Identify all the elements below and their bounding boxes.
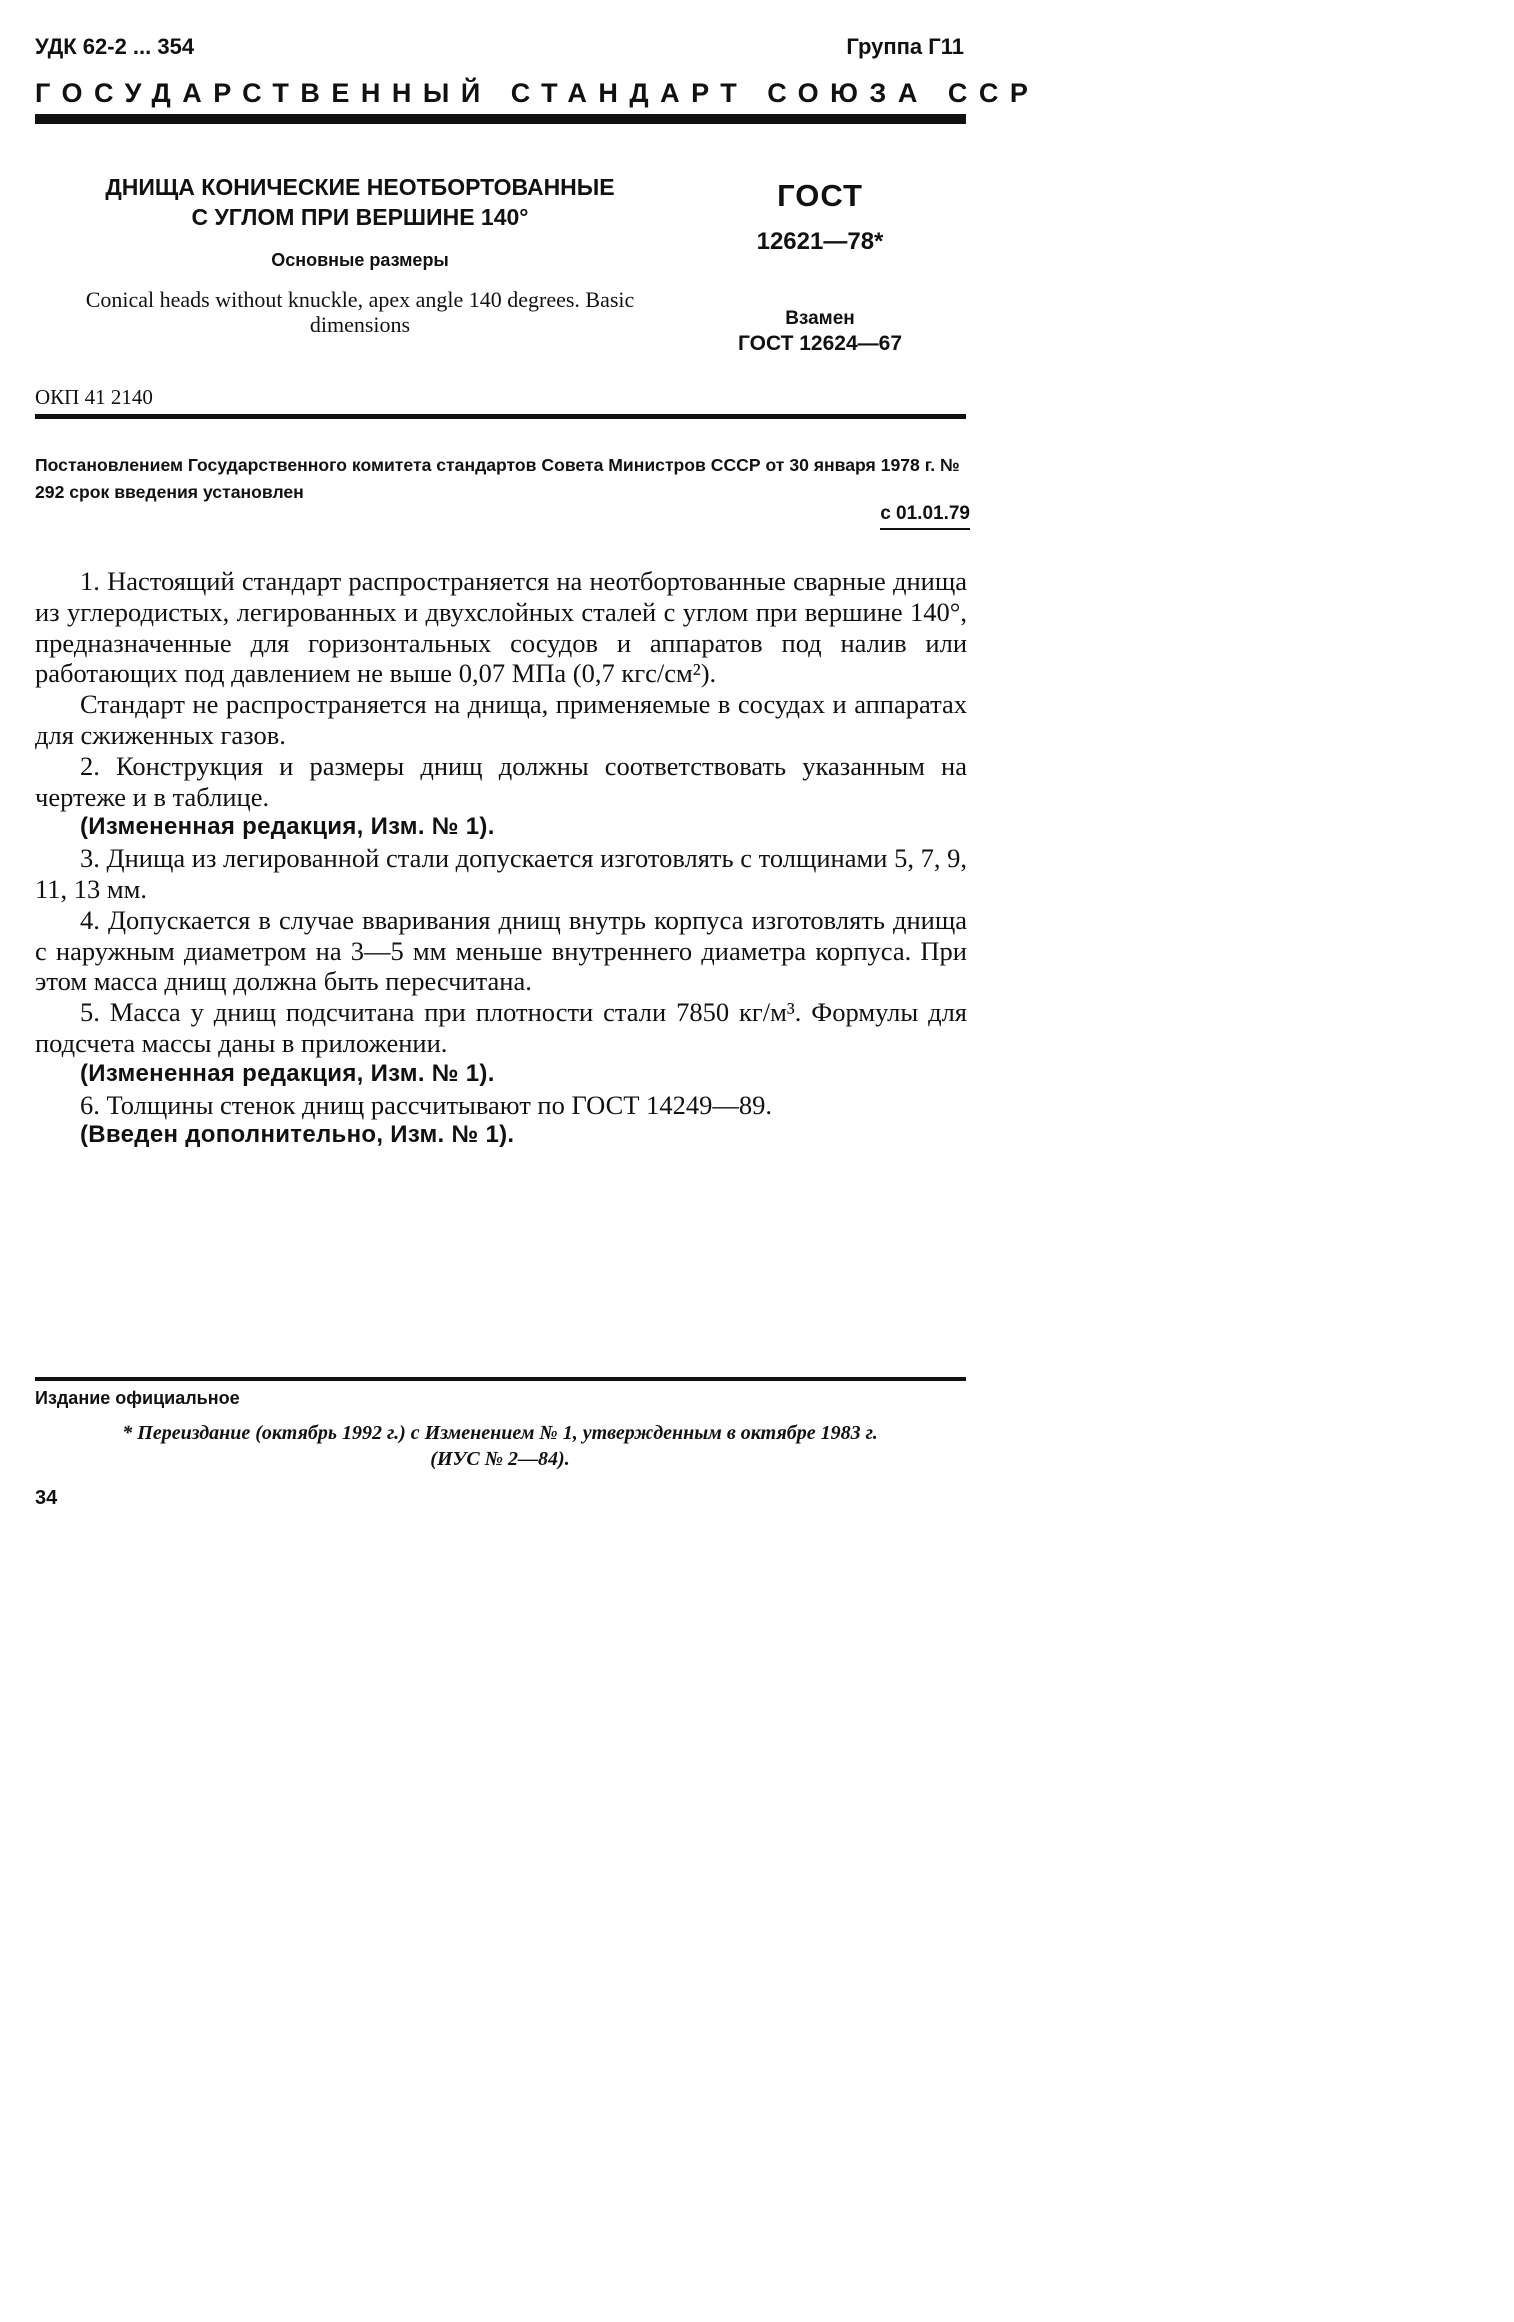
gost-number: 12621—78* xyxy=(756,228,884,255)
title-line-1: ДНИЩА КОНИЧЕСКИЕ НЕОТБОРТОВАННЫЕ xyxy=(105,174,615,200)
standard-banner: ГОСУДАРСТВЕННЫЙ СТАНДАРТ СОЮЗА ССР xyxy=(35,78,1040,108)
title-block xyxy=(40,172,680,337)
english-title: Conical heads without knuckle, apex angle 140 degrees. Basic dimensions xyxy=(85,287,635,337)
gost-block xyxy=(700,178,940,356)
reissue-note: * Переиздание (октябрь 1992 г.) с Изменением № 1, утвержденным в октябре 1983 г. (ИУС № 2—84). xyxy=(122,1422,878,1470)
replace-label: Взамен xyxy=(785,308,855,329)
subtitle: Основные размеры xyxy=(271,250,449,270)
decree-date: с 01.01.79 xyxy=(880,503,970,530)
paragraph-3: 3. Днища из легированной стали допускается изготовлять с толщинами 5, 7, 9, 11, 13 мм. xyxy=(35,843,967,904)
paragraph-1b: Стандарт не распространяется на днища, применяемые в сосудах и аппаратах для сжиженных газов. xyxy=(35,689,967,750)
paragraph-6: 6. Толщины стенок днищ рассчитывают по ГОСТ 14249—89. xyxy=(80,1089,772,1120)
note-6: (Введен дополнительно, Изм. № 1). xyxy=(80,1121,515,1149)
page-number: 34 xyxy=(35,1487,58,1509)
top-rule xyxy=(35,114,966,124)
bottom-rule xyxy=(35,1377,966,1381)
paragraph-5: 5. Масса у днищ подсчитана при плотности стали 7850 кг/м³. Формулы для подсчета массы даны в приложении. xyxy=(35,997,967,1058)
title-line-2: С УГЛОМ ПРИ ВЕРШИНЕ 140° xyxy=(191,204,529,230)
group-code: Группа Г11 xyxy=(846,34,964,59)
middle-rule xyxy=(35,414,966,419)
decree-text: Постановлением Государственного комитета стандартов Совета Министров СССР от 30 января 1978 г. № 292 срок введения установлен xyxy=(35,455,960,502)
note-5: (Измененная редакция, Изм. № 1). xyxy=(80,1059,495,1087)
gost-label: ГОСТ xyxy=(777,178,863,213)
paragraph-1: 1. Настоящий стандарт распространяется на неотбортованные сварные днища из углеродистых, легированных и двухслойных сталей с углом при вершине 140°, предназначенные для горизонтальных сосудов и аппаратов под налив или работающих под давлением не выше 0,07 МПа (0,7 кгс/см²). xyxy=(35,566,967,689)
udk-code: УДК 62-2 ... 354 xyxy=(35,34,195,59)
okp-code: ОКП 41 2140 xyxy=(35,385,153,409)
paragraph-2: 2. Конструкция и размеры днищ должны соответствовать указанным на чертеже и в таблице. xyxy=(35,750,967,812)
body-text xyxy=(35,566,967,1151)
paragraph-4: 4. Допускается в случае вваривания днищ внутрь корпуса изготовлять днища с наружным диаметром на 3—5 мм меньше внутреннего диаметра корпуса. При этом масса днищ должна быть пересчитана. xyxy=(35,904,967,997)
replace-value: ГОСТ 12624—67 xyxy=(737,332,903,355)
note-2: (Измененная редакция, Изм. № 1). xyxy=(80,813,495,841)
edition-label: Издание официальное xyxy=(35,1388,240,1408)
